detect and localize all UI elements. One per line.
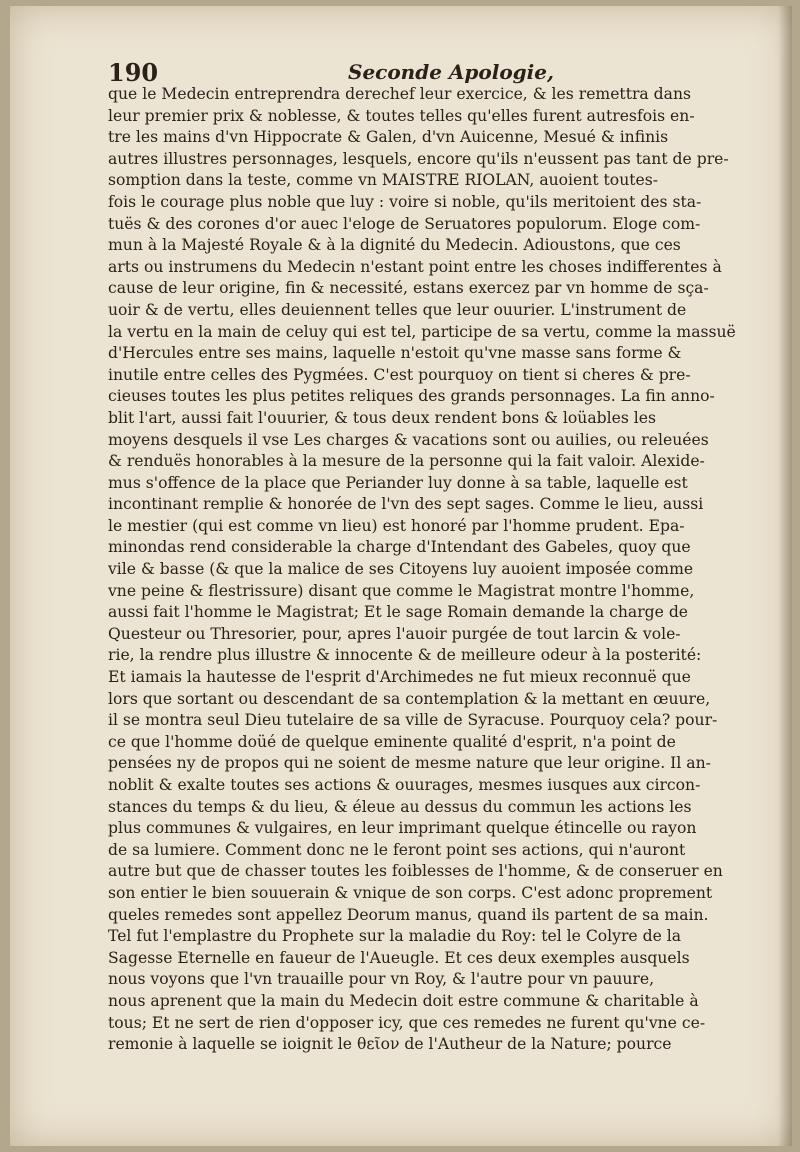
text-line: vne peine & flestrissure) disant que comme le Magistrat montre l'homme,: [108, 581, 695, 600]
text-line: & renduës honorables à la mesure de la personne qui la fait valoir. Alexide-: [108, 452, 705, 471]
text-line: nous aprenent que la main du Medecin doit estre commune & charitable à: [108, 991, 699, 1010]
text-line: tuës & des corones d'or auec l'eloge de Seruatores populorum. Eloge com-: [108, 214, 701, 233]
text-line: Sagesse Eternelle en faueur de l'Aueugle. Et ces deux exemples ausquels: [108, 948, 690, 967]
text-line: leur premier prix & noblesse, & toutes telles qu'elles furent autresfois en-: [108, 106, 695, 125]
text-line: Et iamais la hautesse de l'esprit d'Archimedes ne fut mieux reconnuë que: [108, 668, 691, 687]
text-line: ce que l'homme doüé de quelque eminente qualité d'esprit, n'a point de: [108, 732, 676, 751]
text-line: que le Medecin entreprendra derechef leur exercice, & les remettra dans: [108, 85, 691, 103]
text-line: son entier le bien souuerain & vnique de son corps. C'est adonc proprement: [108, 883, 713, 902]
page-edge-shadow: [778, 6, 792, 1146]
page-number: 190: [108, 58, 159, 87]
text-line: aussi fait l'homme le Magistrat; Et le sage Romain demande la charge de: [108, 603, 689, 622]
text-line: somption dans la teste, comme vn MAISTRE RIOLAN, auoient toutes-: [108, 171, 659, 190]
text-line: mus s'offence de la place que Periander luy donne à sa table, laquelle est: [108, 473, 688, 492]
text-line: autres illustres personnages, lesquels, encore qu'ils n'eussent pas tant de pre-: [108, 149, 729, 168]
running-title: Seconde Apologie,: [348, 60, 554, 84]
text-line: Tel fut l'emplastre du Prophete sur la maladie du Roy: tel le Colyre de la: [108, 927, 682, 946]
text-body: [108, 84, 748, 1056]
text-line: d'Hercules entre ses mains, laquelle n'estoit qu'vne masse sans forme &: [108, 344, 682, 363]
text-line: uoir & de vertu, elles deuiennent telles que leur ouurier. L'instrument de: [108, 300, 687, 319]
book-page: [10, 6, 792, 1146]
text-line: cieuses toutes les plus petites reliques des grands personnages. La fin anno-: [108, 387, 715, 406]
text-line: il se montra seul Dieu tutelaire de sa ville de Syracuse. Pourquoy cela? pour-: [108, 711, 718, 730]
text-line: rie, la rendre plus illustre & innocente & de meilleure odeur à la posterité:: [108, 646, 702, 665]
text-line: stances du temps & du lieu, & éleue au dessus du commun les actions les: [108, 797, 692, 816]
text-line: mun à la Majesté Royale & à la dignité du Medecin. Adioustons, que ces: [108, 236, 681, 255]
text-line: cause de leur origine, fin & necessité, estans exercez par vn homme de sça-: [108, 279, 709, 298]
text-line: lors que sortant ou descendant de sa contemplation & la mettant en œuure,: [108, 689, 711, 708]
text-line: incontinant remplie & honorée de l'vn des sept sages. Comme le lieu, aussi: [108, 495, 704, 514]
text-line: Questeur ou Thresorier, pour, apres l'auoir purgée de tout larcin & vole-: [108, 624, 681, 643]
text-line: arts ou instrumens du Medecin n'estant point entre les choses indifferentes à: [108, 257, 722, 276]
text-line: la vertu en la main de celuy qui est tel, participe de sa vertu, comme la massuë: [108, 322, 736, 341]
text-line: queles remedes sont appellez Deorum manus, quand ils partent de sa main.: [108, 905, 709, 924]
text-line: remonie à laquelle se ioignit le θεῖον de l'Autheur de la Nature; pource: [108, 1035, 672, 1054]
text-line: moyens desquels il vse Les charges & vacations sont ou auilies, ou releuées: [108, 430, 709, 449]
text-line: tous; Et ne sert de rien d'opposer icy, que ces remedes ne furent qu'vne ce-: [108, 1013, 706, 1032]
text-line: le mestier (qui est comme vn lieu) est honoré par l'homme prudent. Epa-: [108, 516, 685, 535]
text-line: autre but que de chasser toutes les foiblesses de l'homme, & de conseruer en: [108, 862, 723, 881]
text-line: vile & basse (& que la malice de ses Citoyens luy auoient imposée comme: [108, 560, 694, 579]
text-line: blit l'art, aussi fait l'ouurier, & tous deux rendent bons & loüables les: [108, 408, 657, 427]
text-line: pensées ny de propos qui ne soient de mesme nature que leur origine. Il an-: [108, 754, 711, 773]
text-line: noblit & exalte toutes ses actions & ouurages, mesmes iusques aux circon-: [108, 776, 701, 794]
text-line: de sa lumiere. Comment donc ne le feront point ses actions, qui n'auront: [108, 840, 686, 859]
text-line: nous voyons que l'vn trauaille pour vn Roy, & l'autre pour vn pauure,: [108, 970, 655, 989]
text-line: fois le courage plus noble que luy : voire si noble, qu'ils meritoient des sta-: [108, 192, 702, 211]
text-line: inutile entre celles des Pygmées. C'est pourquoy on tient si cheres & pre-: [108, 365, 691, 384]
text-line: minondas rend considerable la charge d'Intendant des Gabeles, quoy que: [108, 538, 691, 557]
text-line: plus communes & vulgaires, en leur imprimant quelque étincelle ou rayon: [108, 819, 697, 838]
text-line: tre les mains d'vn Hippocrate & Galen, d'vn Auicenne, Mesué & infinis: [108, 128, 669, 147]
